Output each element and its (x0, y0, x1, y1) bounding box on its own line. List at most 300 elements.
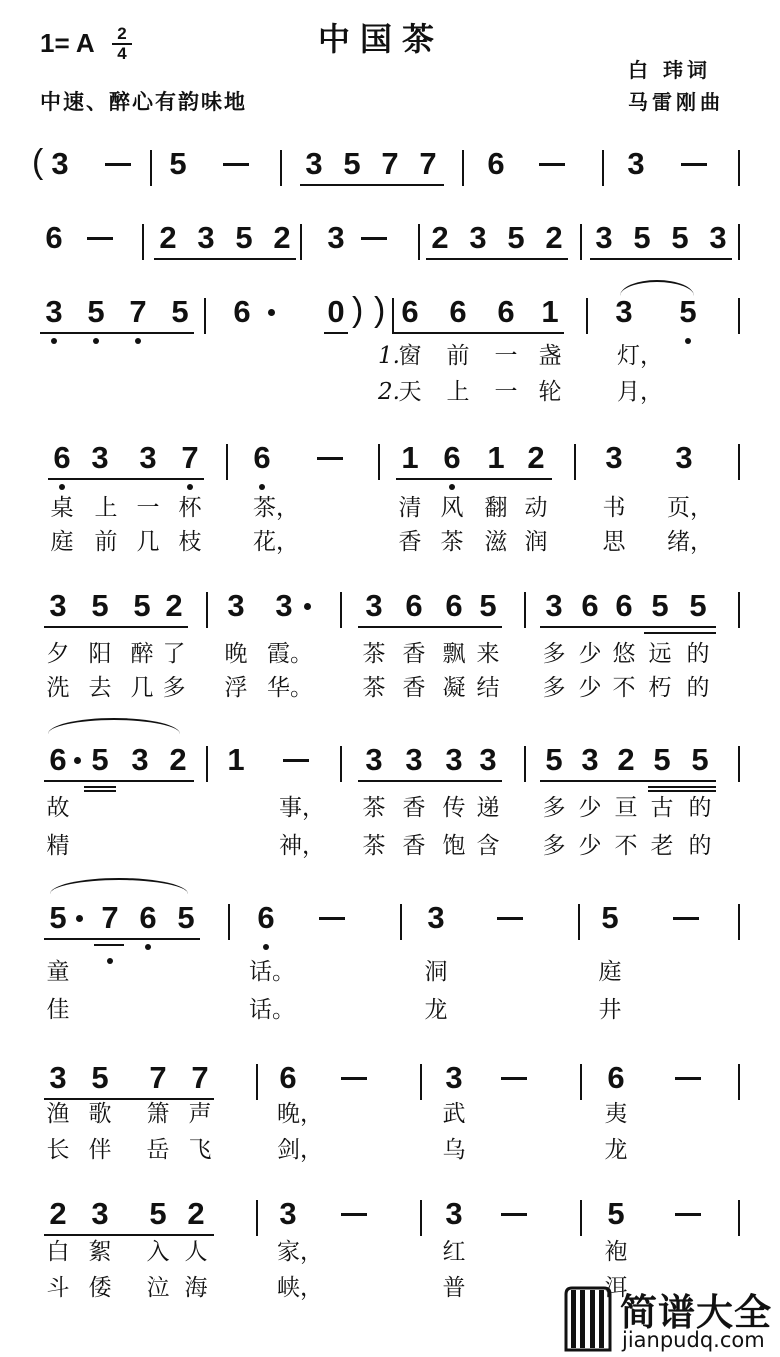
lyric-syllable: 袍 (604, 1239, 628, 1265)
note: 7 (101, 900, 119, 935)
lyric-syllable: 灯， (617, 343, 663, 369)
note: 1 (227, 742, 245, 777)
verse-number: 2. (378, 379, 400, 405)
barline (578, 904, 580, 940)
lyric-syllable: 不 (614, 833, 638, 859)
note: 2 (165, 588, 183, 623)
lyric-syllable: 香 (398, 529, 422, 555)
lyric-syllable: 香 (402, 641, 426, 667)
lyric-syllable: 香 (402, 795, 426, 821)
lyric-syllable: 洗 (46, 675, 70, 701)
note: 3 (91, 1196, 109, 1231)
lyric-syllable: 精 (46, 833, 70, 859)
note: 5 (235, 220, 253, 255)
note: 3 (305, 146, 323, 181)
lyric-syllable: 倭 (88, 1275, 112, 1301)
lyric-syllable: 茶 (362, 675, 386, 701)
lyric-syllable: 几 (136, 529, 160, 555)
barline (580, 1064, 582, 1100)
note: 6 (53, 440, 71, 475)
note: 1 (487, 440, 505, 475)
lyric-syllable: 洱 (604, 1275, 628, 1301)
barline (602, 150, 604, 186)
barline (738, 746, 740, 782)
lyric-syllable: 白 (46, 1239, 70, 1265)
lyric-syllable: 一 (494, 343, 518, 369)
verse-number: 1. (378, 343, 400, 369)
barline (738, 904, 740, 940)
note: 6 (401, 294, 419, 329)
lyric-syllable: 远 (648, 641, 672, 667)
note: 7 (381, 146, 399, 181)
lyric-syllable: 峡， (277, 1275, 323, 1301)
lyric-syllable: 润 (524, 529, 548, 555)
lyric-syllable: 的 (688, 795, 712, 821)
note: 6 (45, 220, 63, 255)
note: 3 (139, 440, 157, 475)
lyric-syllable: 醉 (130, 641, 154, 667)
note: 7 (129, 294, 147, 329)
sustain-dash (341, 1077, 367, 1080)
lyric-syllable: 老 (650, 833, 674, 859)
beam-underline (648, 790, 716, 792)
lyric-syllable: 人 (184, 1239, 208, 1265)
augmentation-dot (76, 915, 83, 922)
note: 6 (581, 588, 599, 623)
barline (340, 592, 342, 628)
note: 3 (279, 1196, 297, 1231)
barline (256, 1200, 258, 1236)
lyric-syllable: 天 (398, 379, 422, 405)
note: 6 (607, 1060, 625, 1095)
note: 6 (443, 440, 461, 475)
note: 5 (91, 588, 109, 623)
composer-credit: 马雷刚曲 (628, 90, 724, 114)
score-system (0, 291, 780, 424)
lyric-syllable: 茶 (362, 833, 386, 859)
barline (738, 444, 740, 480)
lyric-syllable: 了 (162, 641, 186, 667)
lyric-syllable: 香 (402, 675, 426, 701)
barline (206, 746, 208, 782)
lyric-syllable: 飞 (188, 1137, 212, 1163)
lyric-syllable: 桌 (50, 495, 74, 521)
barline (256, 1064, 258, 1100)
barline (738, 1064, 740, 1100)
beam-underline (358, 780, 502, 782)
note: 7 (191, 1060, 209, 1095)
sustain-dash (319, 917, 345, 920)
beam-underline (44, 1234, 214, 1236)
lyric-syllable: 前 (446, 343, 470, 369)
note: 5 (651, 588, 669, 623)
lyric-syllable: 夕 (46, 641, 70, 667)
lyric-syllable: 风 (440, 495, 464, 521)
barline (420, 1064, 422, 1100)
lyric-syllable: 斗 (46, 1275, 70, 1301)
note: 7 (181, 440, 199, 475)
note: 6 (257, 900, 275, 935)
lyric-syllable: 家， (277, 1239, 323, 1265)
lyric-syllable: 动 (524, 495, 548, 521)
lyric-syllable: 话。 (249, 959, 295, 985)
beam-underline (590, 258, 732, 260)
lyric-syllable: 滋 (484, 529, 508, 555)
note: 3 (627, 146, 645, 181)
lower-octave-dot (107, 958, 113, 964)
lower-octave-dot (145, 944, 151, 950)
note: 5 (49, 900, 67, 935)
lyric-syllable: 浮 (224, 675, 248, 701)
barline (392, 298, 394, 334)
note: 2 (159, 220, 177, 255)
sustain-dash (501, 1213, 527, 1216)
lyric-syllable: 少 (578, 833, 602, 859)
note: 2 (169, 742, 187, 777)
note: 5 (343, 146, 361, 181)
note: 3 (445, 1060, 463, 1095)
barline (378, 444, 380, 480)
barline (418, 224, 420, 260)
lyric-syllable: 普 (442, 1275, 466, 1301)
beam-underline (94, 944, 124, 946)
note: 3 (49, 588, 67, 623)
lyric-syllable: 童 (46, 959, 70, 985)
sustain-dash (539, 163, 565, 166)
beam-underline (300, 184, 444, 186)
note: 2 (187, 1196, 205, 1231)
note: 5 (607, 1196, 625, 1231)
lyric-syllable: 多 (542, 641, 566, 667)
lower-octave-dot (51, 338, 57, 344)
piano-keys-icon (562, 1286, 614, 1352)
key-signature: 1= A (40, 28, 95, 58)
watermark-logo (556, 1282, 780, 1357)
note: 3 (49, 1060, 67, 1095)
note: 2 (527, 440, 545, 475)
lyric-syllable: 前 (94, 529, 118, 555)
barline (206, 592, 208, 628)
barline (142, 224, 144, 260)
lyric-syllable: 去 (88, 675, 112, 701)
note: 3 (405, 742, 423, 777)
beam-underline (84, 786, 116, 788)
note: 5 (601, 900, 619, 935)
lyric-syllable: 茶， (253, 495, 299, 521)
lyric-syllable: 清 (398, 495, 422, 521)
lyric-syllable: 窗 (398, 343, 422, 369)
lyric-syllable: 多 (542, 675, 566, 701)
beam-underline (154, 258, 296, 260)
note: 3 (675, 440, 693, 475)
beam-underline (540, 780, 716, 782)
lyric-syllable: 饱 (442, 833, 466, 859)
note: 2 (273, 220, 291, 255)
note: 5 (679, 294, 697, 329)
note: 5 (653, 742, 671, 777)
lyric-syllable: 歌 (88, 1101, 112, 1127)
lyric-syllable: 含 (476, 833, 500, 859)
barline (580, 1200, 582, 1236)
note: 6 (49, 742, 67, 777)
lower-octave-dot (263, 944, 269, 950)
note: 6 (449, 294, 467, 329)
barline (226, 444, 228, 480)
lyric-syllable: 凝 (442, 675, 466, 701)
note: 5 (545, 742, 563, 777)
note: 5 (671, 220, 689, 255)
lyric-syllable: 井 (598, 997, 622, 1023)
barline (204, 298, 206, 334)
lower-octave-dot (259, 484, 265, 490)
repeat-parenthesis: ) (352, 291, 364, 329)
lyric-syllable: 乌 (442, 1137, 466, 1163)
note: 5 (691, 742, 709, 777)
lyric-syllable: 轮 (538, 379, 562, 405)
note: 5 (171, 294, 189, 329)
note: 6 (253, 440, 271, 475)
lyric-syllable: 的 (688, 833, 712, 859)
lyric-syllable: 话。 (249, 997, 295, 1023)
barline (340, 746, 342, 782)
barline (300, 224, 302, 260)
sustain-dash (501, 1077, 527, 1080)
beam-underline (648, 786, 716, 788)
lyric-syllable: 海 (184, 1275, 208, 1301)
repeat-parenthesis: ( (32, 143, 44, 181)
beam-underline (358, 626, 502, 628)
lyric-syllable: 红 (442, 1239, 466, 1265)
note: 3 (51, 146, 69, 181)
note: 7 (419, 146, 437, 181)
lyric-syllable: 多 (162, 675, 186, 701)
barline (462, 150, 464, 186)
barline (738, 592, 740, 628)
score-system (0, 900, 780, 1030)
sustain-dash (283, 759, 309, 762)
watermark-name: 简谱大全 (620, 1291, 772, 1334)
sustain-dash (105, 163, 131, 166)
lower-octave-dot (685, 338, 691, 344)
barline (580, 224, 582, 260)
lyric-syllable: 杯 (178, 495, 202, 521)
lyric-syllable: 古 (650, 795, 674, 821)
augmentation-dot (268, 309, 275, 316)
score-system (0, 440, 780, 570)
note: 6 (445, 588, 463, 623)
beam-underline (40, 332, 194, 334)
lyric-syllable: 长 (46, 1137, 70, 1163)
lyric-syllable: 絮 (88, 1239, 112, 1265)
slur (48, 718, 180, 734)
note: 7 (149, 1060, 167, 1095)
lyric-syllable: 故 (46, 795, 70, 821)
lyricist-credit: 白 玮词 (628, 58, 711, 82)
augmentation-dot (304, 603, 311, 610)
note: 5 (87, 294, 105, 329)
barline (738, 150, 740, 186)
lyric-syllable: 夷 (604, 1101, 628, 1127)
lyric-syllable: 声 (188, 1101, 212, 1127)
lower-octave-dot (59, 484, 65, 490)
lyric-syllable: 不 (612, 675, 636, 701)
lyric-syllable: 月， (617, 379, 663, 405)
repeat-parenthesis: ) (374, 291, 386, 329)
note: 3 (91, 440, 109, 475)
barline (228, 904, 230, 940)
lyric-syllable: 思 (602, 529, 626, 555)
time-signature-top: 2 (117, 24, 127, 43)
beam-underline (48, 478, 204, 480)
note: 3 (227, 588, 245, 623)
lyric-syllable: 一 (494, 379, 518, 405)
note: 6 (615, 588, 633, 623)
slur (50, 878, 188, 894)
note: 1 (401, 440, 419, 475)
note: 6 (405, 588, 423, 623)
lyric-syllable: 佳 (46, 997, 70, 1023)
sustain-dash (87, 237, 113, 240)
lower-octave-dot (135, 338, 141, 344)
beam-underline (84, 790, 116, 792)
note: 3 (605, 440, 623, 475)
lyric-syllable: 箫 (146, 1101, 170, 1127)
lyric-syllable: 晚， (277, 1101, 323, 1127)
note: 2 (49, 1196, 67, 1231)
lower-octave-dot (187, 484, 193, 490)
lyric-syllable: 一 (136, 495, 160, 521)
lyric-syllable: 盏 (538, 343, 562, 369)
note: 3 (327, 220, 345, 255)
lyric-syllable: 来 (476, 641, 500, 667)
note: 0 (327, 294, 345, 329)
note: 5 (479, 588, 497, 623)
lyric-syllable: 庭 (50, 529, 74, 555)
note: 3 (365, 742, 383, 777)
note: 5 (91, 742, 109, 777)
note: 3 (197, 220, 215, 255)
note: 5 (507, 220, 525, 255)
song-title: 中国茶 (318, 20, 445, 58)
lyric-syllable: 伴 (88, 1137, 112, 1163)
lyric-syllable: 事， (279, 795, 325, 821)
lyric-syllable: 茶 (440, 529, 464, 555)
note: 3 (615, 294, 633, 329)
time-signature-bottom: 4 (117, 44, 127, 63)
sustain-dash (497, 917, 523, 920)
lyric-syllable: 亘 (614, 795, 638, 821)
lyric-syllable: 传 (442, 795, 466, 821)
lyric-syllable: 泣 (146, 1275, 170, 1301)
note: 5 (149, 1196, 167, 1231)
lower-octave-dot (93, 338, 99, 344)
lyric-syllable: 几 (130, 675, 154, 701)
note: 3 (709, 220, 727, 255)
note: 5 (133, 588, 151, 623)
beam-underline (540, 626, 716, 628)
note: 3 (479, 742, 497, 777)
lyric-syllable: 上 (94, 495, 118, 521)
note: 1 (541, 294, 559, 329)
beam-underline (394, 332, 564, 334)
lyric-syllable: 神， (279, 833, 325, 859)
note: 2 (545, 220, 563, 255)
lyric-syllable: 的 (686, 641, 710, 667)
note: 3 (595, 220, 613, 255)
note: 3 (445, 742, 463, 777)
lyric-syllable: 少 (578, 675, 602, 701)
barline (280, 150, 282, 186)
note: 3 (45, 294, 63, 329)
note: 5 (689, 588, 707, 623)
score-system (0, 588, 780, 718)
sustain-dash (361, 237, 387, 240)
beam-underline (44, 780, 194, 782)
note: 2 (431, 220, 449, 255)
note: 3 (581, 742, 599, 777)
lyric-syllable: 花， (253, 529, 299, 555)
beam-underline (44, 938, 200, 940)
note: 3 (365, 588, 383, 623)
lyric-syllable: 香 (402, 833, 426, 859)
lyric-syllable: 结 (476, 675, 500, 701)
lyric-syllable: 武 (442, 1101, 466, 1127)
lyric-syllable: 翻 (484, 495, 508, 521)
beam-underline (426, 258, 568, 260)
lyric-syllable: 上 (446, 379, 470, 405)
note: 5 (91, 1060, 109, 1095)
lyric-syllable: 页， (667, 495, 713, 521)
barline (524, 592, 526, 628)
tempo-marking: 中速、醉心有韵味地 (40, 90, 247, 114)
note: 6 (279, 1060, 297, 1095)
lyric-syllable: 多 (542, 833, 566, 859)
lyric-syllable: 少 (578, 641, 602, 667)
barline (738, 1200, 740, 1236)
lyric-syllable: 入 (146, 1239, 170, 1265)
lyric-syllable: 茶 (362, 641, 386, 667)
sustain-dash (675, 1077, 701, 1080)
barline (738, 298, 740, 334)
barline (400, 904, 402, 940)
lyric-syllable: 阳 (88, 641, 112, 667)
lyric-syllable: 绪， (667, 529, 713, 555)
barline (586, 298, 588, 334)
lyric-syllable: 书 (602, 495, 626, 521)
lyric-syllable: 龙 (424, 997, 448, 1023)
watermark-url: jianpudq.com (622, 1328, 765, 1352)
lyric-syllable: 华。 (267, 675, 313, 701)
lyric-syllable: 茶 (362, 795, 386, 821)
lyric-syllable: 霞。 (267, 641, 313, 667)
note: 3 (445, 1196, 463, 1231)
lyric-syllable: 枝 (178, 529, 202, 555)
lyric-syllable: 岳 (146, 1137, 170, 1163)
sustain-dash (673, 917, 699, 920)
lyric-syllable: 龙 (604, 1137, 628, 1163)
lyric-syllable: 递 (476, 795, 500, 821)
barline (574, 444, 576, 480)
note: 3 (275, 588, 293, 623)
note: 6 (233, 294, 251, 329)
note: 6 (487, 146, 505, 181)
sustain-dash (681, 163, 707, 166)
lyric-syllable: 朽 (648, 675, 672, 701)
lyric-syllable: 洞 (424, 959, 448, 985)
lyric-syllable: 悠 (612, 641, 636, 667)
note: 3 (545, 588, 563, 623)
lyric-syllable: 剑， (277, 1137, 323, 1163)
